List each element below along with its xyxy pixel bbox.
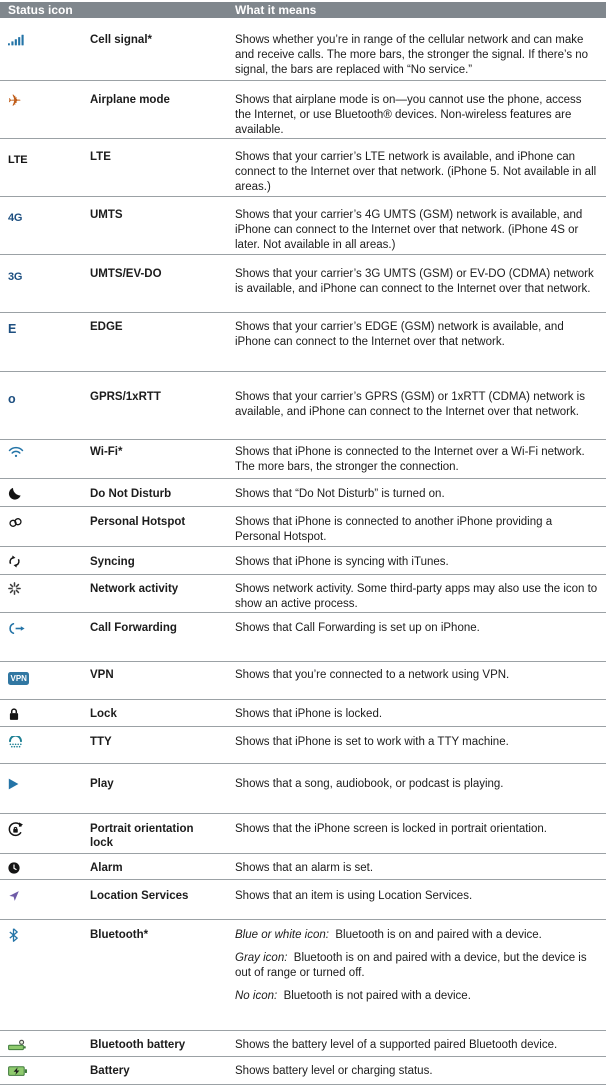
- table-row: [0, 313, 606, 372]
- description-paragraph: Shows that your carrier’s GPRS (GSM) or 1xRTT (CDMA) network is available, and iPhone can connect to the Internet over that network.: [235, 391, 585, 418]
- status-description: [235, 93, 606, 138]
- description-paragraph: Shows that you’re connected to a network using VPN.: [235, 669, 510, 681]
- description-paragraph: Shows that your carrier’s LTE network is available, and iPhone can connect to the Internet over that network. (iPhone 5. Not available in all areas.): [235, 151, 597, 193]
- table-body: [0, 18, 606, 1085]
- description-paragraph: Shows that your carrier’s EDGE (GSM) network is available, and iPhone can connect to the Internet over that network.: [235, 321, 564, 348]
- status-icon-cell: [0, 668, 90, 699]
- status-name: Location Services: [90, 890, 189, 902]
- 3g-text-icon: 3G: [8, 271, 23, 283]
- table-row: [0, 139, 606, 197]
- table-row: [0, 662, 606, 700]
- status-icon-cell: [0, 487, 90, 506]
- description-paragraph: Shows that iPhone is syncing with iTunes.: [235, 556, 449, 568]
- bluetooth-battery-icon: [8, 1039, 28, 1051]
- status-icon-cell: [0, 928, 90, 1030]
- edge-text-icon: E: [8, 322, 17, 336]
- description-paragraph: Shows that your carrier’s 4G UMTS (GSM) network is available, and iPhone can connect to the Internet over that network. (iPhone 4S or later. Not available in all areas.): [235, 209, 583, 251]
- tty-icon: [8, 736, 23, 748]
- status-description: [235, 822, 606, 853]
- battery-icon: [8, 1065, 28, 1077]
- status-icon-cell: [0, 777, 90, 813]
- description-paragraph: Shows that the iPhone screen is locked in portrait orientation.: [235, 823, 547, 835]
- status-name: UMTS: [90, 209, 123, 221]
- table-row: [0, 880, 606, 920]
- status-name: Alarm: [90, 862, 123, 874]
- status-description: [235, 889, 606, 919]
- status-description: [235, 445, 606, 478]
- status-name: Personal Hotspot: [90, 516, 186, 528]
- status-description: [235, 1038, 606, 1056]
- description-paragraph: Shows that “Do Not Disturb” is turned on.: [235, 488, 445, 500]
- status-name: Syncing: [90, 556, 135, 568]
- description-lead-in: No icon:: [235, 990, 278, 1002]
- status-icon-cell: [0, 582, 90, 612]
- vpn-badge-icon: VPN: [8, 672, 29, 685]
- status-icon-cell: [0, 822, 90, 853]
- table-row: [0, 1031, 606, 1057]
- description-paragraph: Shows that your carrier’s 3G UMTS (GSM) or EV-DO (CDMA) network is available, and iPhone can connect to the Internet over that network.: [235, 268, 594, 295]
- description-paragraph: Shows network activity. Some third-party apps may also use the icon to show an active process.: [235, 583, 598, 610]
- status-icon-cell: [0, 1064, 90, 1084]
- status-description: [235, 621, 606, 661]
- table-row: [0, 575, 606, 613]
- alarm-icon: [8, 862, 20, 874]
- status-name: Bluetooth battery: [90, 1039, 186, 1051]
- description-lead-in: Blue or white icon:: [235, 929, 329, 941]
- description-paragraph: Shows whether you’re in range of the cellular network and can make and receive calls. The more bars, the stronger the signal. If there’s no signal, the bars are replaced with “No service.”: [235, 34, 589, 76]
- 4g-text-icon: 4G: [8, 212, 23, 224]
- network-activity-icon: [8, 582, 21, 595]
- status-description: [235, 515, 606, 546]
- status-description: [235, 861, 606, 879]
- description-paragraph: Shows that airplane mode is on—you cannot use the phone, access the Internet, or use Bluetooth® devices. Non-wireless features are available.: [235, 94, 582, 136]
- status-description: [235, 320, 606, 371]
- table-row: [0, 197, 606, 255]
- table-header: [0, 2, 606, 18]
- table-row: [0, 547, 606, 575]
- table-row: [0, 920, 606, 1031]
- status-name: Airplane mode: [90, 94, 170, 106]
- status-icon-cell: [0, 555, 90, 574]
- status-name: Lock: [90, 708, 117, 720]
- personal-hotspot-icon: [8, 517, 23, 528]
- table-row: [0, 81, 606, 139]
- description-paragraph: Shows that a song, audiobook, or podcast is playing.: [235, 778, 504, 790]
- description-paragraph: Shows that an alarm is set.: [235, 862, 374, 874]
- portrait-orientation-lock-icon: [8, 822, 23, 837]
- description-paragraph: Shows that iPhone is set to work with a TTY machine.: [235, 736, 509, 748]
- description-paragraph: Shows that Call Forwarding is set up on iPhone.: [235, 622, 480, 634]
- status-description: [235, 707, 606, 726]
- location-services-icon: [8, 890, 20, 902]
- status-icon-cell: [0, 707, 90, 726]
- table-row: [0, 440, 606, 479]
- status-icon-cell: [0, 735, 90, 763]
- syncing-icon: [8, 555, 21, 568]
- status-name: LTE: [90, 151, 111, 163]
- status-description: [235, 582, 606, 612]
- description-paragraph: Shows that iPhone is locked.: [235, 708, 383, 720]
- column-header-what-it-means: What it means: [235, 3, 317, 17]
- airplane-mode-icon: ✈: [8, 93, 22, 110]
- gprs-text-icon: o: [8, 392, 16, 406]
- status-name: Call Forwarding: [90, 622, 177, 634]
- column-header-status-icon: Status icon: [8, 3, 73, 17]
- status-name: Portrait orientation lock: [90, 823, 194, 849]
- status-icon-cell: [0, 515, 90, 546]
- status-description: [235, 1064, 606, 1084]
- status-icon-cell: [0, 889, 90, 919]
- description-paragraph: Shows battery level or charging status.: [235, 1065, 433, 1077]
- status-description: [235, 555, 606, 574]
- description-paragraph: Shows that an item is using Location Services.: [235, 890, 473, 902]
- status-name: TTY: [90, 736, 112, 748]
- status-icon-cell: [0, 93, 90, 138]
- status-name: Wi-Fi*: [90, 446, 123, 458]
- status-description: [235, 267, 606, 312]
- play-icon: [8, 778, 19, 790]
- status-name: GPRS/1xRTT: [90, 391, 161, 403]
- status-description: [235, 928, 606, 1030]
- status-name: EDGE: [90, 321, 123, 333]
- table-row: [0, 507, 606, 547]
- status-name: UMTS/EV-DO: [90, 268, 162, 280]
- status-description: [235, 208, 606, 254]
- status-icon-cell: [0, 621, 90, 661]
- description-paragraph: Shows the battery level of a supported paired Bluetooth device.: [235, 1039, 558, 1051]
- table-row: [0, 613, 606, 662]
- status-name: Play: [90, 778, 114, 790]
- bluetooth-icon: [8, 928, 19, 942]
- description-paragraph: Blue or white icon: Bluetooth is on and paired with a device.: [235, 929, 542, 941]
- status-description: [235, 150, 606, 196]
- table-row: [0, 727, 606, 764]
- table-row: [0, 700, 606, 727]
- status-name: Battery: [90, 1065, 130, 1077]
- status-description: [235, 487, 606, 506]
- status-icons-page: [0, 2, 606, 1085]
- status-description: [235, 668, 606, 699]
- table-row: [0, 814, 606, 854]
- status-name: Cell signal*: [90, 34, 152, 46]
- cell-signal-icon: [8, 34, 24, 46]
- status-description: [235, 33, 606, 80]
- status-name: VPN: [90, 669, 114, 681]
- description-paragraph: No icon: Bluetooth is not paired with a device.: [235, 990, 471, 1002]
- description-paragraph: Gray icon: Bluetooth is on and paired with a device, but the device is out of range or turned off.: [235, 952, 587, 979]
- description-paragraph: Shows that iPhone is connected to the Internet over a Wi-Fi network. The more bars, the stronger the connection.: [235, 446, 585, 473]
- description-lead-in: Gray icon:: [235, 952, 288, 964]
- table-row: [0, 854, 606, 880]
- lock-icon: [8, 707, 20, 721]
- status-description: [235, 777, 606, 813]
- status-description: [235, 735, 606, 763]
- table-row: [0, 372, 606, 440]
- status-name: Network activity: [90, 583, 179, 595]
- wifi-icon: [8, 445, 24, 458]
- do-not-disturb-icon: [8, 487, 21, 500]
- status-name: Bluetooth*: [90, 929, 149, 941]
- status-icon-cell: [0, 208, 90, 254]
- status-icon-cell: [0, 390, 90, 439]
- description-paragraph: Shows that iPhone is connected to another iPhone providing a Personal Hotspot.: [235, 516, 553, 543]
- status-name: Do Not Disturb: [90, 488, 172, 500]
- status-description: [235, 390, 606, 439]
- status-icon-cell: [0, 33, 90, 80]
- status-icon-cell: [0, 861, 90, 879]
- table-row: [0, 255, 606, 313]
- status-icon-cell: [0, 267, 90, 312]
- table-row: [0, 479, 606, 507]
- table-row: [0, 18, 606, 81]
- call-forwarding-icon: [8, 623, 25, 634]
- status-icon-cell: [0, 320, 90, 371]
- status-icon-cell: [0, 150, 90, 196]
- status-icon-cell: [0, 445, 90, 478]
- table-row: [0, 764, 606, 814]
- lte-text-icon: LTE: [8, 154, 28, 166]
- status-icon-cell: [0, 1038, 90, 1056]
